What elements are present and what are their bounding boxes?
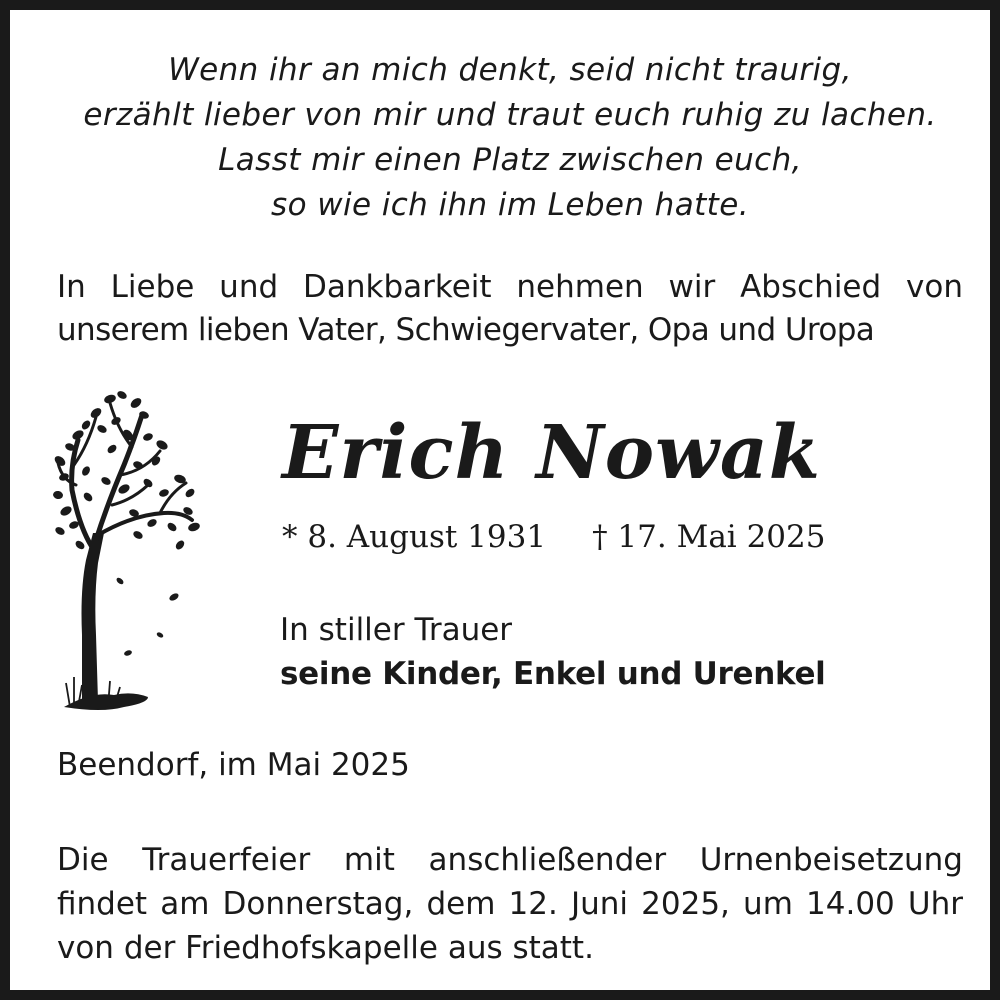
intro-line: In Liebe und Dankbarkeit nehmen wir Abschied von bbox=[57, 269, 963, 305]
poem-line: Lasst mir einen Platz zwischen euch, bbox=[218, 142, 802, 178]
memorial-poem bbox=[50, 48, 970, 228]
mourners bbox=[280, 608, 826, 696]
deceased-name: Erich Nowak bbox=[282, 410, 822, 496]
birth-date: * 8. August 1931 bbox=[282, 519, 547, 555]
mourners-line: In stiller Trauer bbox=[280, 612, 513, 648]
funeral-line: von der Friedhofskapelle aus statt. bbox=[57, 930, 594, 966]
life-dates bbox=[282, 515, 825, 559]
farewell-intro bbox=[57, 266, 963, 352]
funeral-details bbox=[57, 838, 963, 970]
mourners-names: seine Kinder, Enkel und Urenkel bbox=[280, 656, 826, 692]
poem-line: so wie ich ihn im Leben hatte. bbox=[271, 187, 749, 223]
funeral-line: Die Trauerfeier mit anschließender Urnenbeisetzung bbox=[57, 842, 963, 878]
poem-line: erzählt lieber von mir und traut euch ruhig zu lachen. bbox=[83, 97, 937, 133]
tree-silhouette-icon bbox=[52, 385, 202, 720]
intro-line: unserem lieben Vater, Schwiegervater, Opa und Uropa bbox=[57, 312, 875, 348]
place-and-date: Beendorf, im Mai 2025 bbox=[57, 747, 410, 783]
funeral-line: findet am Donnerstag, dem 12. Juni 2025, um 14.00 Uhr bbox=[57, 886, 963, 922]
poem-line: Wenn ihr an mich denkt, seid nicht traurig, bbox=[168, 52, 852, 88]
death-date: † 17. Mai 2025 bbox=[592, 519, 826, 555]
